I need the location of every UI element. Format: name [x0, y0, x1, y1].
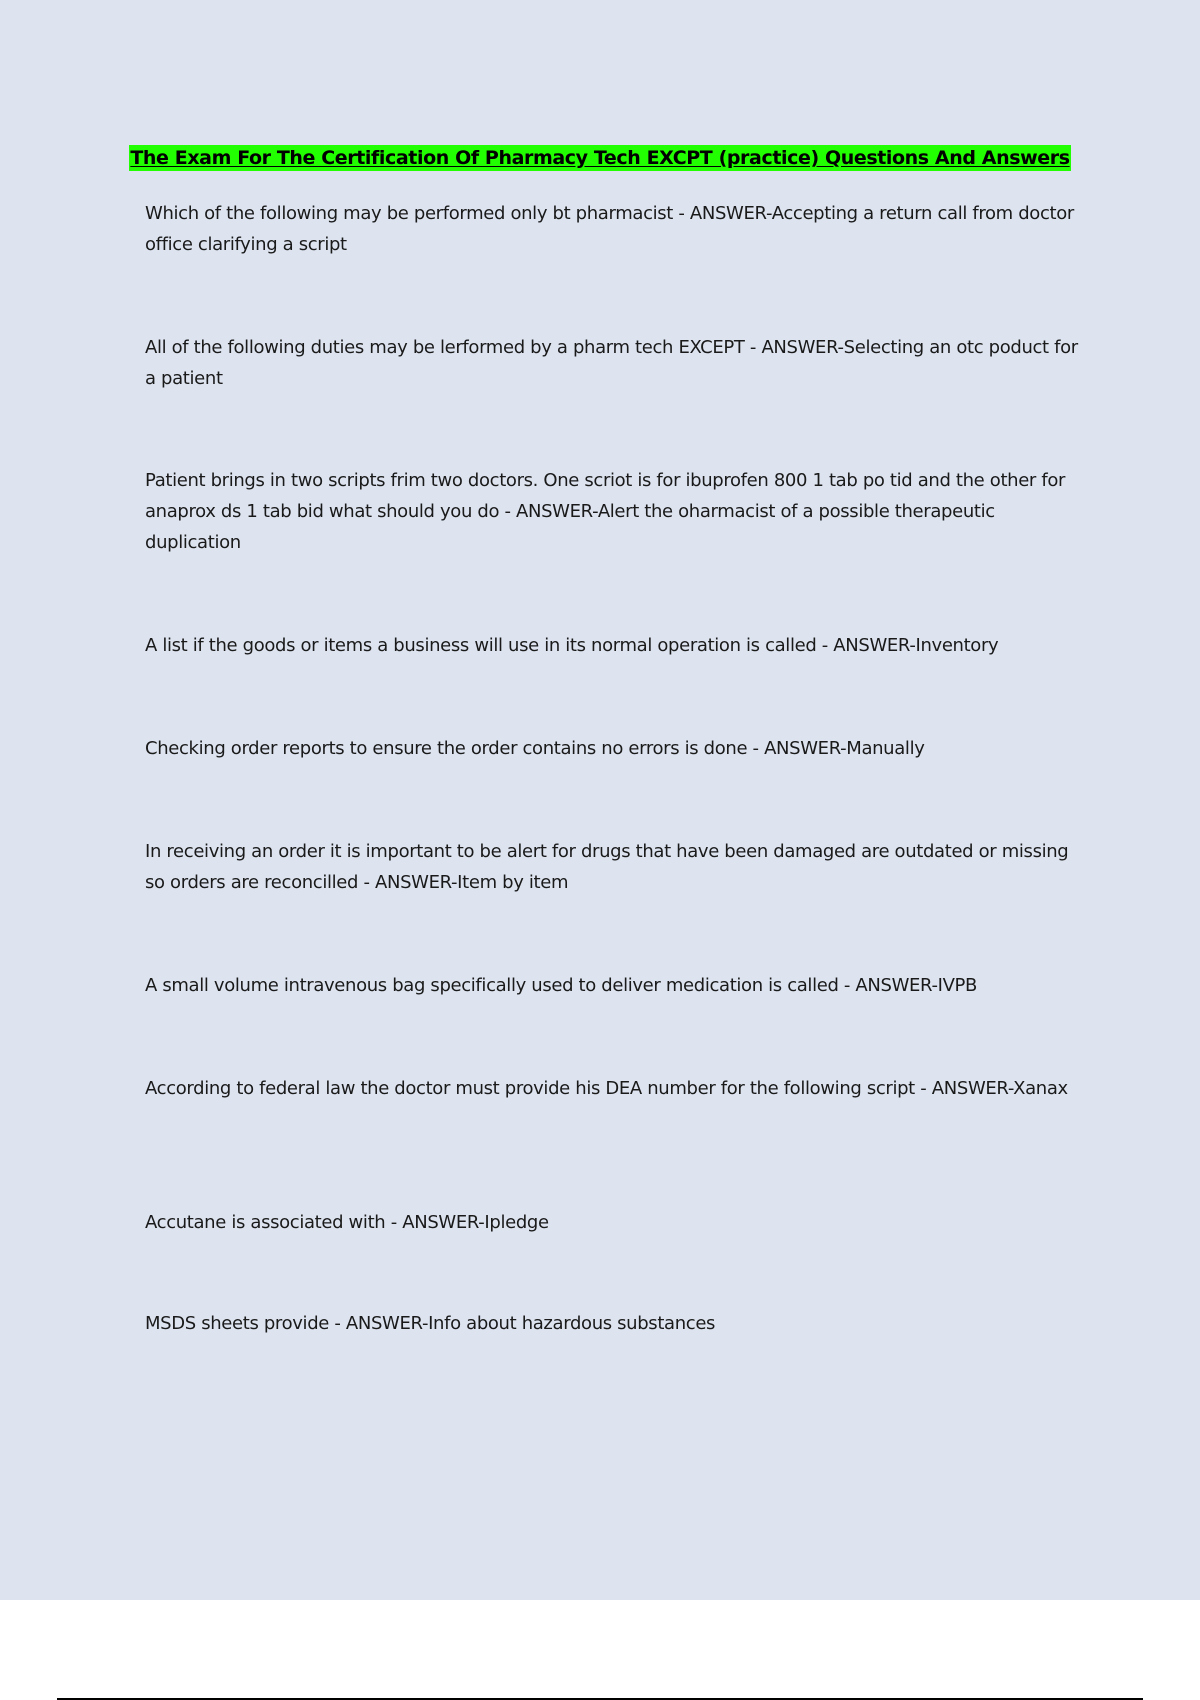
answer-text: ANSWER-Accepting a return call from doctor office clarifying a script [145, 203, 1074, 255]
question-text: All of the following duties may be lerformed by a pharm tech EXCEPT - [145, 337, 761, 358]
question-text: MSDS sheets provide - [145, 1313, 346, 1334]
document-title: The Exam For The Certification Of Pharmacy Tech EXCPT (practice) Questions And Answers [130, 147, 1070, 169]
qa-item-4 [145, 630, 1085, 661]
answer-text: ANSWER-Ipledge [402, 1212, 549, 1233]
answer-text: ANSWER-Info about hazardous substances [345, 1313, 716, 1334]
qa-item-5 [145, 733, 1085, 764]
qa-item-10 [145, 1308, 1085, 1339]
question-text: A list if the goods or items a business will use in its normal operation is called - [145, 635, 833, 656]
qa-item-8 [145, 1073, 1085, 1104]
answer-text: ANSWER-Xanax [931, 1078, 1068, 1099]
question-text: Checking order reports to ensure the order contains no errors is done - [145, 738, 764, 759]
question-text: Patient brings in two scripts frim two doctors. One scriot is for ibuprofen 800 1 tab po tid and the other for anaprox ds 1 tab bid what should you do - [145, 470, 1065, 522]
answer-text: ANSWER-Manually [764, 738, 925, 759]
answer-text: ANSWER-Alert the oharmacist of a possible therapeutic duplication [145, 501, 995, 553]
answer-text: ANSWER-Selecting an otc poduct for a patient [145, 337, 1078, 389]
question-text: Which of the following may be performed only bt pharmacist - [145, 203, 690, 224]
qa-item-3 [145, 465, 1085, 558]
qa-item-9 [145, 1207, 1085, 1238]
question-text: Accutane is associated with - [145, 1212, 402, 1233]
qa-item-1 [145, 198, 1085, 260]
answer-text: ANSWER-Item by item [374, 872, 569, 893]
qa-item-2 [145, 332, 1085, 394]
answer-text: ANSWER-IVPB [855, 975, 978, 996]
answer-text: ANSWER-Inventory [833, 635, 999, 656]
question-text: A small volume intravenous bag specifically used to deliver medication is called - [145, 975, 855, 996]
qa-item-7 [145, 970, 1085, 1001]
question-text: According to federal law the doctor must provide his DEA number for the following script - [145, 1078, 932, 1099]
qa-item-6 [145, 836, 1085, 898]
title-container [0, 145, 1200, 171]
question-text: In receiving an order it is important to be alert for drugs that have been damaged are outdated or missing so orders are reconcilled - [145, 841, 1068, 893]
